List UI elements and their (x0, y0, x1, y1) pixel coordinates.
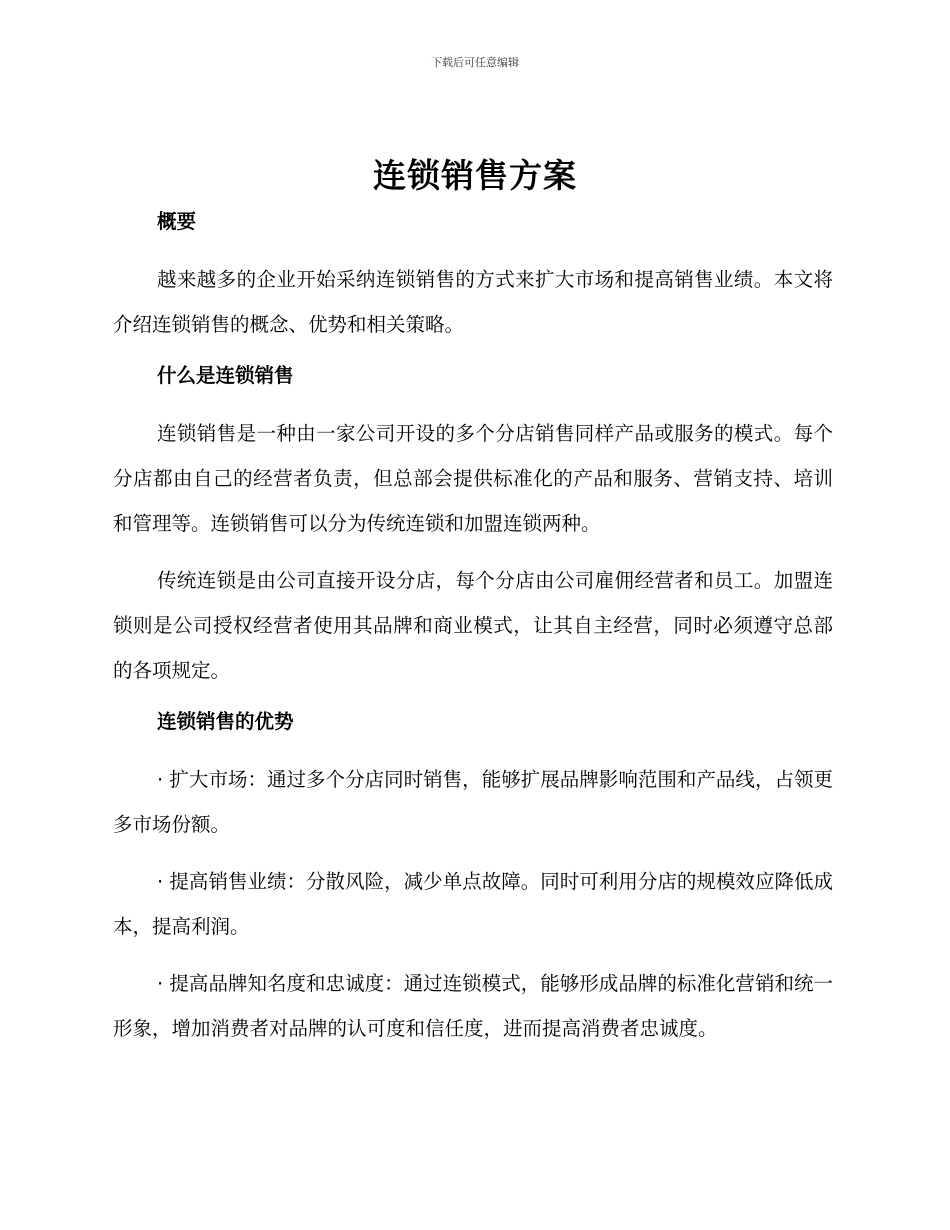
section-heading-overview: 概要 (157, 210, 197, 233)
page-title: 连锁销售方案 (373, 156, 577, 195)
bullet-paragraph: · 提高销售业绩：分散风险，减少单点故障。同时可利用分店的规模效应降低成本，提高利润。 (113, 870, 833, 938)
section-heading-what-is-chain-sales: 什么是连锁销售 (157, 364, 294, 387)
section-heading-advantages: 连锁销售的优势 (157, 710, 294, 733)
bullet-paragraph: · 提高品牌知名度和忠诚度：通过连锁模式，能够形成品牌的标准化营销和统一形象，增加消费者对品牌的认可度和信任度，进而提高消费者忠诚度。 (113, 972, 833, 1040)
document-body (113, 205, 833, 1063)
paragraph: 连锁销售是一种由一家公司开设的多个分店销售同样产品或服务的模式。每个分店都由自己的经营者负责，但总部会提供标准化的产品和服务、营销支持、培训和管理等。连锁销售可以分为传统连锁和加盟连锁两种。 (113, 422, 833, 535)
header-note: 下载后可任意编辑 (431, 56, 519, 69)
paragraph: 传统连锁是由公司直接开设分店，每个分店由公司雇佣经营者和员工。加盟连锁则是公司授权经营者使用其品牌和商业模式，让其自主经营，同时必须遵守总部的各项规定。 (113, 569, 833, 682)
paragraph: 越来越多的企业开始采纳连锁销售的方式来扩大市场和提高销售业绩。本文将介绍连锁销售的概念、优势和相关策略。 (113, 268, 833, 336)
bullet-paragraph: · 扩大市场：通过多个分店同时销售，能够扩展品牌影响范围和产品线，占领更多市场份额。 (113, 768, 833, 836)
